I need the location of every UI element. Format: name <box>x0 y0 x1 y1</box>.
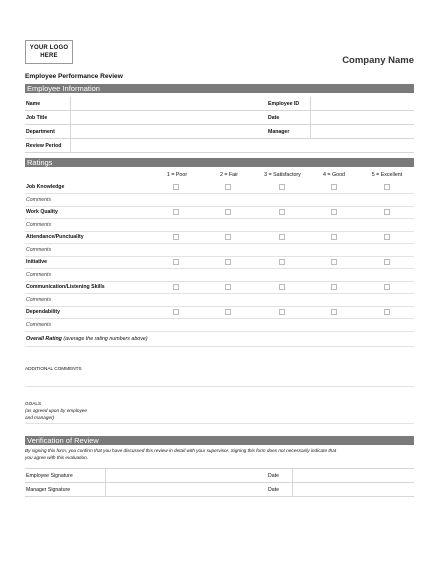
rating-checkbox-2[interactable] <box>225 309 231 315</box>
comments-label: Comments <box>26 247 52 253</box>
comments-label: Comments <box>26 297 52 303</box>
rating-checkbox-1[interactable] <box>173 284 179 290</box>
rating-row-dependability <box>25 306 414 319</box>
rating-checkbox-1[interactable] <box>173 209 179 215</box>
rating-checkbox-2[interactable] <box>225 209 231 215</box>
goals-field[interactable] <box>25 412 414 424</box>
manager-signature-label: Manager Signature <box>26 487 71 493</box>
rating-checkbox-4[interactable] <box>331 209 337 215</box>
overall-rating-note: (average the rating numbers above) <box>63 336 148 342</box>
criterion-label: Communication/Listening Skills <box>26 284 105 290</box>
rating-row-attendance <box>25 231 414 244</box>
rating-checkbox-1[interactable] <box>173 309 179 315</box>
rating-checkbox-4[interactable] <box>331 284 337 290</box>
employee-date-field[interactable] <box>293 469 414 482</box>
date-field[interactable] <box>311 111 414 124</box>
company-name: Company Name <box>342 55 414 66</box>
manager-field[interactable] <box>311 125 414 138</box>
rating-checkbox-4[interactable] <box>331 234 337 240</box>
logo-line-1: YOUR LOGO <box>29 45 69 51</box>
scale-good: 4 = Good <box>323 172 345 178</box>
rating-row-job-knowledge <box>25 181 414 194</box>
rating-checkbox-4[interactable] <box>331 309 337 315</box>
manager-signature-row <box>25 483 414 497</box>
goals-note-line-2: and manager) <box>25 415 55 420</box>
comments-row[interactable] <box>25 219 414 232</box>
rating-row-initiative <box>25 256 414 269</box>
goals-label: GOALS <box>25 401 42 406</box>
additional-comments-field[interactable] <box>25 373 414 387</box>
rating-checkbox-3[interactable] <box>279 234 285 240</box>
criterion-label: Job Knowledge <box>26 184 65 190</box>
rating-checkbox-5[interactable] <box>384 259 390 265</box>
divider <box>25 346 414 347</box>
rating-checkbox-5[interactable] <box>384 234 390 240</box>
rating-row-communication <box>25 281 414 294</box>
comments-row[interactable] <box>25 244 414 257</box>
employee-signature-label: Employee Signature <box>26 473 73 479</box>
rating-checkbox-2[interactable] <box>225 284 231 290</box>
ratings-heading: Ratings <box>25 158 414 167</box>
rating-checkbox-3[interactable] <box>279 284 285 290</box>
info-row-department <box>25 125 414 139</box>
rating-checkbox-3[interactable] <box>279 259 285 265</box>
verification-heading: Verification of Review <box>25 436 414 445</box>
comments-row[interactable] <box>25 319 414 332</box>
additional-comments-label: ADDITIONAL COMMENTS <box>25 366 82 371</box>
company-logo-placeholder <box>25 40 73 64</box>
employee-id-field[interactable] <box>311 97 414 110</box>
rating-checkbox-3[interactable] <box>279 184 285 190</box>
job-title-label: Job Title <box>26 115 48 121</box>
comments-label: Comments <box>26 322 52 328</box>
manager-date-field[interactable] <box>293 483 414 496</box>
rating-checkbox-2[interactable] <box>225 259 231 265</box>
employee-signature-field[interactable] <box>106 469 266 482</box>
criterion-label: Attendance/Punctuality <box>26 234 84 240</box>
rating-checkbox-5[interactable] <box>384 309 390 315</box>
scale-poor: 1 = Poor <box>166 172 188 178</box>
comments-label: Comments <box>26 197 52 203</box>
date-label: Date <box>268 115 280 121</box>
rating-checkbox-5[interactable] <box>384 184 390 190</box>
rating-checkbox-3[interactable] <box>279 309 285 315</box>
name-label: Name <box>26 101 41 107</box>
job-title-field[interactable] <box>71 111 266 124</box>
comments-label: Comments <box>26 272 52 278</box>
page-title: Employee Performance Review <box>25 73 123 80</box>
employee-information-heading: Employee Information <box>25 84 414 93</box>
rating-checkbox-1[interactable] <box>173 259 179 265</box>
employee-signature-row <box>25 468 414 483</box>
goals-note-line-1: (as agreed upon by employee <box>25 408 88 413</box>
overall-rating-label: Overall Rating <box>26 336 62 342</box>
manager-date-label: Date <box>268 487 279 493</box>
manager-signature-field[interactable] <box>106 483 266 496</box>
manager-label: Manager <box>268 129 290 135</box>
department-field[interactable] <box>71 125 266 138</box>
comments-row[interactable] <box>25 269 414 282</box>
employee-date-label: Date <box>268 473 279 479</box>
logo-line-2: HERE <box>40 53 58 59</box>
rating-checkbox-4[interactable] <box>331 184 337 190</box>
verification-text-line-2: you agree with this evaluation. <box>25 455 89 460</box>
comments-row[interactable] <box>25 294 414 307</box>
rating-row-work-quality <box>25 206 414 219</box>
review-period-field[interactable] <box>71 139 414 152</box>
comments-label: Comments <box>26 222 52 228</box>
rating-checkbox-1[interactable] <box>173 184 179 190</box>
info-row-job-title <box>25 111 414 125</box>
criterion-label: Initiative <box>26 259 48 265</box>
scale-fair: 2 = Fair <box>219 172 239 178</box>
info-row-review-period <box>25 139 414 153</box>
rating-checkbox-3[interactable] <box>279 209 285 215</box>
employee-id-label: Employee ID <box>268 101 300 107</box>
scale-satisfactory: 3 = Satisfactory <box>264 172 301 178</box>
comments-row[interactable] <box>25 194 414 207</box>
info-row-name <box>25 97 414 111</box>
department-label: Department <box>26 129 55 135</box>
rating-checkbox-1[interactable] <box>173 234 179 240</box>
verification-text-line-1: By signing this form, you confirm that you have discussed this review in detail with your supervisor. Signing this form does not necessarily indicate that <box>25 448 337 453</box>
criterion-label: Dependability <box>26 309 61 315</box>
criterion-label: Work Quality <box>26 209 58 215</box>
rating-checkbox-5[interactable] <box>384 209 390 215</box>
name-field[interactable] <box>71 97 266 110</box>
rating-checkbox-2[interactable] <box>225 234 231 240</box>
rating-checkbox-2[interactable] <box>225 184 231 190</box>
rating-checkbox-4[interactable] <box>331 259 337 265</box>
rating-checkbox-5[interactable] <box>384 284 390 290</box>
overall-rating <box>26 336 148 342</box>
scale-excellent: 5 = Excellent <box>371 172 403 178</box>
review-period-label: Review Period <box>26 143 62 149</box>
